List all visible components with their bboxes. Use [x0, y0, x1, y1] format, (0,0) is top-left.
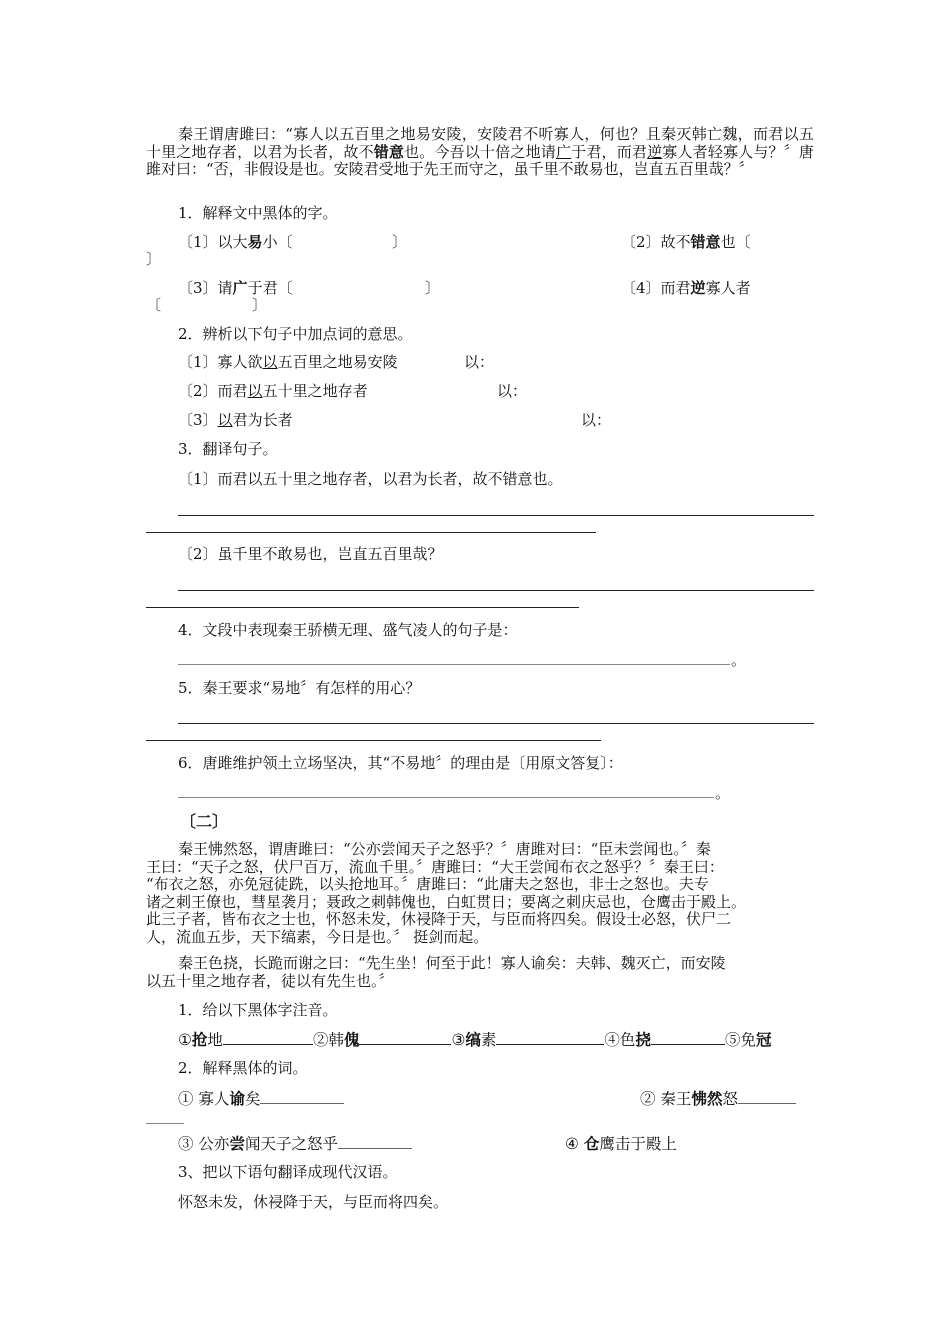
answer-line[interactable]	[178, 723, 814, 724]
answer-line[interactable]	[178, 515, 814, 516]
q6-end-mark: 。	[715, 784, 731, 802]
define-item-4: ④ 仓鹰击于殿上	[565, 1134, 677, 1153]
part2-question-2-title: 2．解释黑体的词。	[178, 1059, 308, 1077]
q1-item-d-open: 〔	[146, 296, 162, 314]
answer-blank[interactable]	[260, 1089, 344, 1104]
answer-line[interactable]	[178, 590, 814, 591]
part2-question-1-title: 1．给以下黑体字注音。	[178, 1001, 338, 1019]
q3-sentence-2: 〔2〕虽千里不敢易也，岂直五百里哉？	[178, 545, 443, 563]
answer-line[interactable]	[146, 607, 579, 608]
q1-item-b: 〔2〕故不错意也〔	[621, 233, 751, 251]
q2-answer-label-1: 以：	[464, 353, 495, 371]
q2-sentence-3: 〔3〕以君为长者	[178, 411, 293, 429]
define-item-2: ② 秦王怫然怒	[640, 1089, 796, 1109]
answer-blank[interactable]	[496, 1030, 604, 1045]
q1-item-d-close: 〕	[252, 296, 268, 314]
answer-line[interactable]	[146, 740, 601, 741]
question-1-title: 1．解释文中黑体的字。	[178, 204, 338, 222]
question-6-title: 6．唐雎维护领土立场坚决，其“不易地〞的理由是〔用原文答复〕：	[178, 754, 623, 772]
q1-item-c: 〔3〕请广于君〔	[178, 279, 293, 297]
define-item-1: ① 寡人谕矣	[178, 1089, 344, 1109]
q1-item-d: 〔4〕而君逆寡人者	[621, 279, 751, 297]
question-2-title: 2．辨析以下句子中加点词的意思。	[178, 325, 413, 343]
question-4-title: 4．文段中表现秦王骄横无理、盛气凌人的句子是：	[178, 621, 518, 639]
answer-line[interactable]	[178, 797, 714, 798]
q2-answer-label-2: 以：	[497, 382, 528, 400]
q2-sentence-1: 〔1〕寡人欲以五百里之地易安陵	[178, 353, 398, 371]
question-5-title: 5．秦王要求“易地〞有怎样的用心？	[178, 679, 421, 697]
q4-end-mark: 。	[731, 651, 747, 669]
answer-blank[interactable]	[738, 1089, 796, 1104]
answer-blank[interactable]	[338, 1134, 412, 1149]
q1-item-a-close: 〕	[392, 233, 408, 251]
answer-blank[interactable]	[223, 1030, 313, 1045]
q2-answer-label-3: 以：	[581, 411, 612, 429]
passage-1-text: 秦王谓唐雎曰：“寡人以五百里之地易安陵，安陵君不听寡人，何也？且秦灭韩亡魏，	[178, 125, 753, 143]
answer-line[interactable]	[146, 1123, 184, 1124]
answer-line[interactable]	[178, 664, 730, 665]
translation-sentence: 怀怒未发，休祲降于天，与臣而将四矣。	[178, 1193, 449, 1211]
q2-sentence-2: 〔2〕而君以五十里之地存者	[178, 382, 368, 400]
q3-sentence-1: 〔1〕而君以五十里之地存者，以君为长者，故不错意也。	[178, 470, 563, 488]
part2-question-3-title: 3、把以下语句翻译成现代汉语。	[178, 1163, 398, 1181]
q1-item-c-close: 〕	[425, 279, 441, 297]
passage-1: 秦王谓唐雎曰：“寡人以五百里之地易安陵，安陵君不听寡人，何也？且秦灭韩亡魏，而君以五十里之地存者，以君为长者，故不错意也。今吾以十倍之地请广于君，而君逆寡人者轻寡人与？〞唐雎对曰：“否，非假设是也。安陵君受地于先王而守之，虽千里不敢易也，岂直五百里哉？〞	[146, 125, 814, 178]
answer-blank[interactable]	[651, 1030, 725, 1045]
pinyin-items: ①抢地 ②韩傀 ③缟素 ④色挠 ⑤免冠	[178, 1030, 772, 1049]
section-2-heading: 〔二〕	[180, 812, 229, 831]
q1-item-a: 〔1〕以大易小〔	[178, 233, 293, 251]
q1-item-b-close: 〕	[146, 250, 162, 268]
answer-line[interactable]	[146, 532, 596, 533]
answer-blank[interactable]	[359, 1030, 451, 1045]
define-item-3: ③ 公亦尝闻天子之怒乎	[178, 1134, 412, 1154]
question-3-title: 3．翻译句子。	[178, 440, 278, 458]
